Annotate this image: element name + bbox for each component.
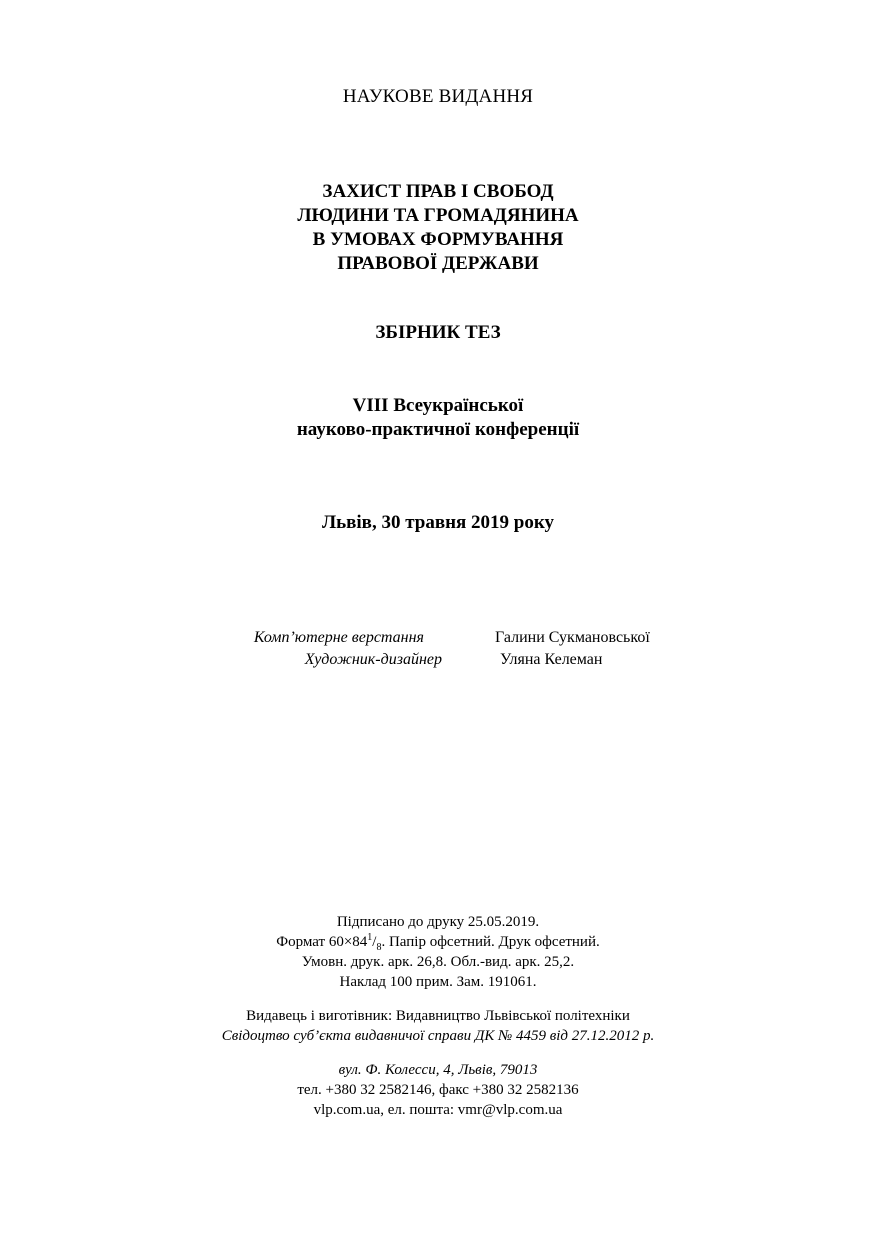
imprint-signed: Підписано до друку 25.05.2019. <box>336 914 540 930</box>
imprint-print-run: Наклад 100 прим. Зам. 191061. <box>339 974 537 990</box>
imprint-format-sup: 1 <box>367 932 373 943</box>
imprint-format-sub: 8 <box>376 942 382 953</box>
publication-type-label: НАУКОВЕ ВИДАННЯ <box>342 86 534 107</box>
imprint-phones: тел. +380 32 2582146, факс +380 32 2582136 <box>297 1082 579 1098</box>
credit-role-row-1 <box>0 629 438 651</box>
place-and-date: Львів, 30 травня 2019 року <box>321 512 555 533</box>
book-title-line-2: ЛЮДИНИ ТА ГРОМАДЯНИНА <box>297 205 579 226</box>
imprint-publisher: Видавець і виготівник: Видавництво Львівської політехніки <box>246 1008 630 1024</box>
credit-person-designer: Уляна Келеман <box>500 651 603 668</box>
imprint-format-sep: / <box>372 934 377 950</box>
conference-name <box>0 394 876 442</box>
imprint-address: вул. Ф. Колесси, 4, Львів, 79013 <box>338 1062 538 1078</box>
book-title-line-3: В УМОВАХ ФОРМУВАННЯ <box>312 229 564 250</box>
book-title-line-1: ЗАХИСТ ПРАВ І СВОБОД <box>322 181 554 202</box>
imprint-certificate: Свідоцтво суб’єкта видавничої справи ДК № 4459 від 27.12.2012 р. <box>221 1028 655 1044</box>
credit-role-designer: Художник-дизайнер <box>304 651 442 668</box>
credit-person-layout: Галини Сукмановської <box>495 629 650 646</box>
credit-role-layout: Комп’ютерне верстання <box>253 629 424 646</box>
imprint-format-prefix: Формат 60×84 <box>276 934 368 950</box>
book-title <box>0 180 876 276</box>
credit-person-row-1 <box>495 629 755 651</box>
collection-label: ЗБІРНИК ТЕЗ <box>375 322 501 343</box>
imprint-block <box>0 912 876 1120</box>
credit-role-row-2 <box>0 651 442 673</box>
imprint-format <box>0 932 876 952</box>
conference-name-line-2: науково-практичної конференції <box>296 419 580 440</box>
book-title-line-4: ПРАВОВОЇ ДЕРЖАВИ <box>337 253 539 274</box>
imprint-format-suffix: . Папір офсетний. Друк офсетний. <box>381 934 600 950</box>
conference-name-line-1: VIII Всеукраїнської <box>352 395 524 416</box>
credit-person-row-2 <box>500 651 760 673</box>
imprint-web-email: vlp.com.ua, ел. пошта: vmr@vlp.com.ua <box>313 1102 563 1118</box>
imprint-sheets: Умовн. друк. арк. 26,8. Обл.-вид. арк. 25,2. <box>301 954 575 970</box>
